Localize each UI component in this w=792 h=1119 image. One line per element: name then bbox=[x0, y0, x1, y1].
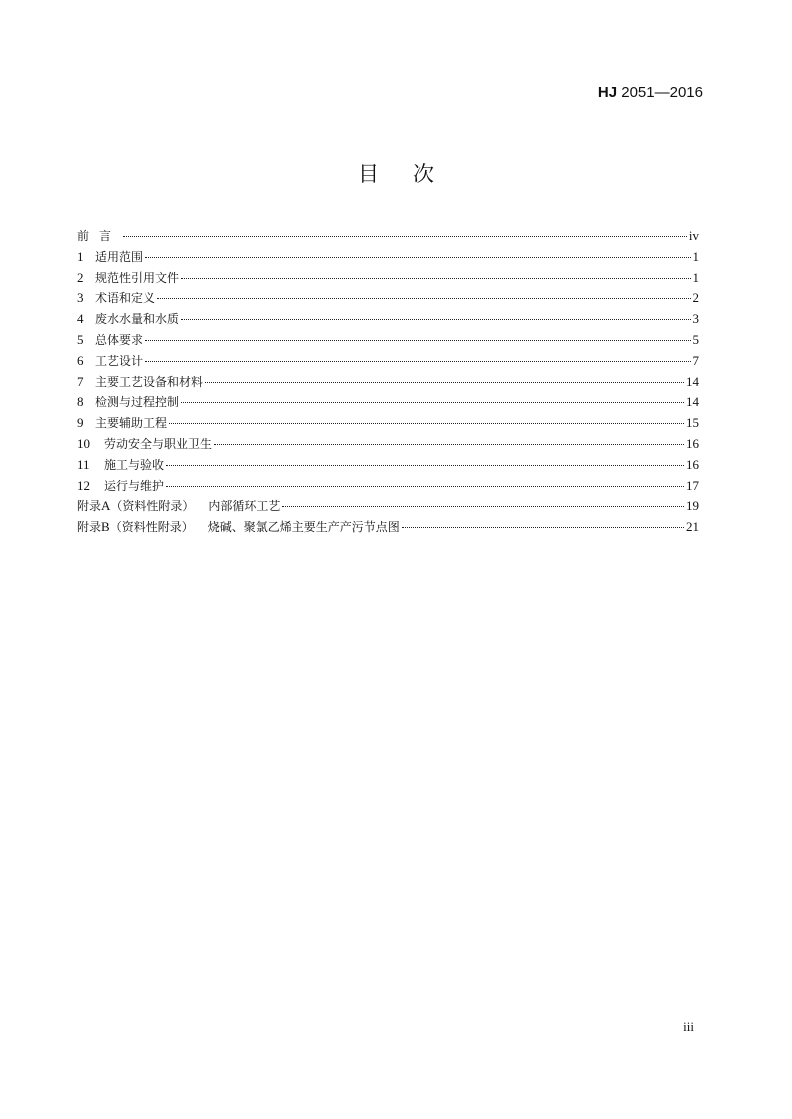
toc-label: 规范性引用文件 bbox=[95, 270, 180, 285]
toc-page: iv bbox=[688, 228, 699, 243]
toc-leader bbox=[181, 318, 690, 320]
toc-entry-foreword[interactable] bbox=[77, 226, 699, 247]
toc-number: 4 bbox=[77, 311, 84, 327]
document-code bbox=[598, 84, 703, 101]
toc-entry-2[interactable] bbox=[77, 268, 699, 289]
toc-label: 烧碱、聚氯乙烯主要生产产污节点图 bbox=[207, 520, 400, 535]
toc-leader bbox=[157, 297, 690, 299]
appendix-letter: A bbox=[101, 498, 111, 514]
toc-page: 14 bbox=[686, 394, 699, 410]
toc-leader bbox=[166, 485, 684, 487]
toc-label: 废水水量和水质 bbox=[95, 312, 180, 327]
table-of-contents bbox=[77, 226, 699, 538]
toc-entry-11[interactable] bbox=[77, 455, 699, 476]
toc-page: 19 bbox=[686, 498, 699, 514]
appendix-type: （资料性附录） bbox=[109, 520, 194, 535]
toc-page: 5 bbox=[692, 331, 699, 347]
toc-label: 总体要求 bbox=[95, 332, 144, 347]
toc-page: 16 bbox=[686, 435, 699, 451]
toc-leader bbox=[123, 235, 687, 237]
toc-number: 7 bbox=[77, 373, 84, 389]
toc-leader bbox=[181, 401, 684, 403]
toc-label: 施工与验收 bbox=[104, 457, 165, 472]
toc-number: 3 bbox=[77, 290, 84, 306]
toc-label: 工艺设计 bbox=[95, 353, 144, 368]
appendix-prefix bbox=[77, 496, 194, 517]
toc-number: 1 bbox=[77, 248, 84, 264]
toc-label: 劳动安全与职业卫生 bbox=[104, 436, 213, 451]
toc-page: 17 bbox=[686, 477, 699, 493]
toc-entry-10[interactable] bbox=[77, 434, 699, 455]
toc-leader bbox=[181, 277, 690, 279]
toc-entry-8[interactable] bbox=[77, 392, 699, 413]
standard-number: 2051—2016 bbox=[621, 84, 703, 101]
toc-leader bbox=[282, 505, 684, 507]
toc-label: 主要工艺设备和材料 bbox=[95, 374, 204, 389]
toc-leader bbox=[145, 339, 690, 341]
toc-entry-appendix-a[interactable] bbox=[77, 496, 699, 517]
toc-page: 1 bbox=[692, 269, 699, 285]
standard-code: HJ bbox=[597, 84, 618, 101]
toc-number: 5 bbox=[77, 331, 84, 347]
toc-page: 7 bbox=[692, 352, 699, 368]
appendix-type: （资料性附录） bbox=[110, 499, 195, 514]
toc-number: 8 bbox=[77, 394, 84, 410]
toc-page: 16 bbox=[686, 456, 699, 472]
toc-entry-4[interactable] bbox=[77, 309, 699, 330]
toc-label: 运行与维护 bbox=[104, 478, 165, 493]
toc-entry-1[interactable] bbox=[77, 247, 699, 268]
toc-page: 1 bbox=[692, 248, 699, 264]
toc-label: 前言 bbox=[77, 229, 122, 243]
toc-number: 9 bbox=[77, 415, 84, 431]
toc-entry-7[interactable] bbox=[77, 372, 699, 393]
toc-leader bbox=[402, 526, 684, 528]
toc-entry-6[interactable] bbox=[77, 351, 699, 372]
toc-entry-5[interactable] bbox=[77, 330, 699, 351]
appendix-prefix bbox=[77, 517, 194, 538]
toc-number: 11 bbox=[77, 456, 90, 472]
toc-page: 2 bbox=[692, 290, 699, 306]
toc-label: 内部循环工艺 bbox=[208, 499, 281, 514]
page-number: iii bbox=[683, 1019, 694, 1034]
toc-entry-3[interactable] bbox=[77, 288, 699, 309]
toc-label: 术语和定义 bbox=[95, 291, 156, 306]
toc-leader bbox=[145, 256, 690, 258]
toc-entry-12[interactable] bbox=[77, 476, 699, 497]
toc-number: 6 bbox=[77, 352, 84, 368]
toc-page: 15 bbox=[686, 415, 699, 431]
toc-page: 14 bbox=[686, 373, 699, 389]
toc-page: 21 bbox=[686, 519, 699, 535]
toc-number: 2 bbox=[77, 269, 84, 285]
page-title: 目次 bbox=[358, 162, 468, 186]
toc-label: 检测与过程控制 bbox=[95, 395, 180, 410]
appendix-letter: B bbox=[101, 519, 110, 535]
toc-leader bbox=[205, 381, 684, 383]
toc-entry-9[interactable] bbox=[77, 413, 699, 434]
appendix-word: 附录 bbox=[77, 520, 102, 535]
toc-number: 10 bbox=[77, 435, 90, 451]
toc-leader bbox=[145, 360, 690, 362]
appendix-word: 附录 bbox=[77, 499, 102, 514]
toc-leader bbox=[166, 464, 684, 466]
toc-number: 12 bbox=[77, 477, 90, 493]
toc-page: 3 bbox=[692, 311, 699, 327]
toc-label: 适用范围 bbox=[95, 249, 144, 264]
toc-leader bbox=[169, 422, 684, 424]
toc-entry-appendix-b[interactable] bbox=[77, 517, 699, 538]
toc-leader bbox=[214, 443, 684, 445]
toc-label: 主要辅助工程 bbox=[95, 416, 168, 431]
